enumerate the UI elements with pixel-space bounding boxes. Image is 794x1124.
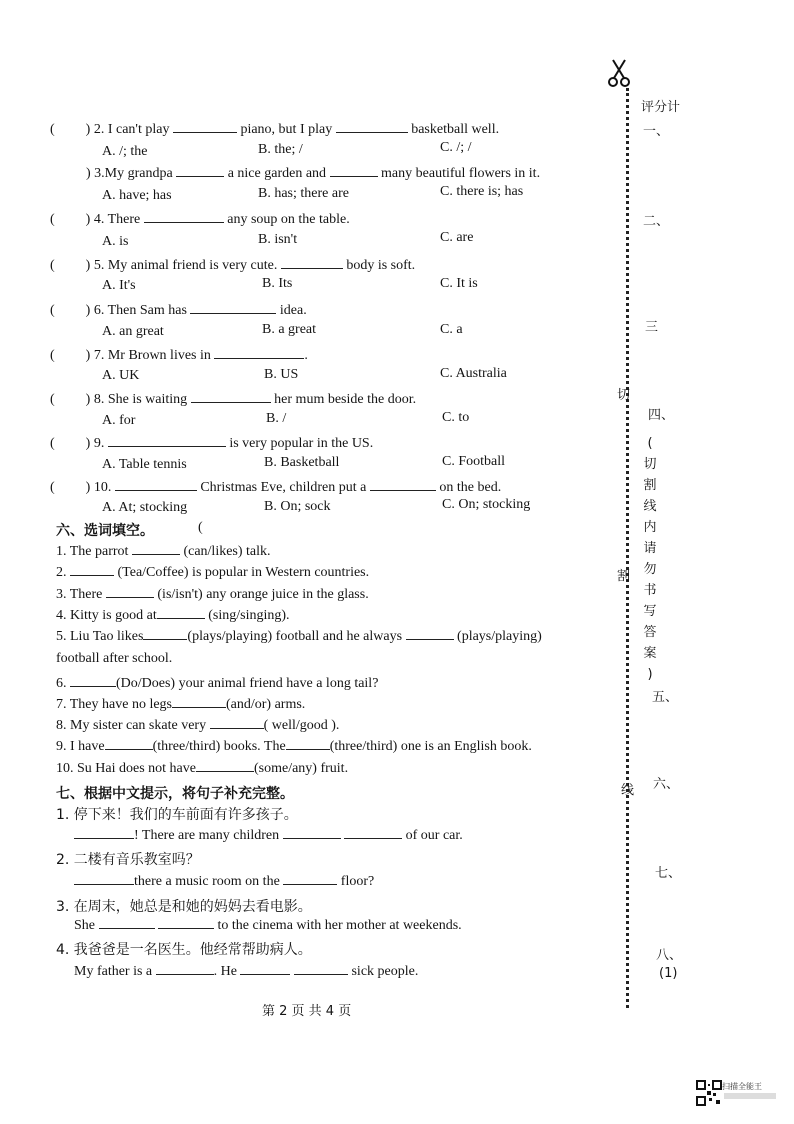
question-10: ( ) 10. Christmas Eve, children put a on the bed.: [50, 480, 502, 495]
cut-char-3: 线: [621, 783, 635, 798]
option-c: C. there is; has: [440, 184, 524, 199]
option-c: C. /; /: [440, 140, 472, 155]
fill-item-1: 1. The parrot (can/likes) talk.: [56, 544, 271, 559]
question-5: ( ) 5. My animal friend is very cute. body is soft.: [50, 258, 416, 273]
option-c: C. Australia: [440, 366, 507, 381]
cut-char-2: 割: [617, 569, 631, 584]
option-a: A. is: [102, 234, 129, 249]
qr-code-icon: [696, 1080, 722, 1106]
section-mark-2: 二、: [643, 214, 670, 229]
option-a: A. At; stocking: [102, 500, 188, 515]
section-7-title: 七、根据中文提示，将句子补充完整。: [56, 786, 294, 802]
option-a: A. It's: [102, 278, 136, 293]
translate-item-3-en: She to the cinema with her mother at weekends.: [74, 918, 462, 933]
option-a: A. have; has: [102, 188, 172, 203]
question-3: ) 3.My grandpa a nice garden and many beautiful flowers in it.: [86, 166, 541, 181]
option-a: A. an great: [102, 324, 164, 339]
section-mark-4: 四、: [648, 408, 675, 423]
scanner-badge-subtext: [724, 1093, 776, 1099]
translate-item-2-cn: 2. 二楼有音乐教室吗？: [56, 852, 200, 868]
scanner-badge: 扫描全能王: [722, 1082, 762, 1091]
section-mark-6: 六、: [653, 777, 680, 792]
option-c: C. On; stocking: [442, 497, 531, 512]
option-c: C. to: [442, 410, 470, 425]
fill-item-3: 3. There (is/isn't) any orange juice in the glass.: [56, 587, 369, 602]
page-number: 第 2 页 共 4 页: [262, 1004, 352, 1019]
option-c: C. It is: [440, 276, 478, 291]
section-mark-7: 七、: [655, 866, 682, 881]
fill-item-10: 10. Su Hai does not have (some/any) fruit.: [56, 761, 349, 776]
translate-item-2-en: there a music room on the floor?: [74, 872, 374, 890]
option-a: A. for: [102, 413, 136, 428]
section-mark-3: 三: [645, 320, 659, 335]
fill-item-8: 8. My sister can skate very ( well/good ).: [56, 718, 340, 733]
translate-item-4-cn: 4. 我爸爸是一名医生。他经常帮助病人。: [56, 942, 312, 958]
question-8: ( ) 8. She is waiting her mum beside the door.: [50, 392, 417, 407]
option-c: C. a: [440, 322, 463, 337]
option-a: A. /; the: [102, 144, 148, 159]
fill-item-7: 7. They have no legs (and/or) arms.: [56, 697, 306, 712]
section-mark-1: 一、: [643, 124, 670, 139]
translate-item-3-cn: 3. 在周末，她总是和她的妈妈去看电影。: [56, 899, 312, 915]
vertical-note: ( 切 割 线 内 请 勿 书 写 答 案 ): [643, 436, 657, 682]
option-b: B. the; /: [258, 142, 303, 157]
fill-item-6: 6. (Do/Does) your animal friend have a long tail?: [56, 676, 379, 691]
option-b: B. Its: [262, 276, 293, 291]
stray-paren: (: [198, 520, 203, 535]
question-9: ( ) 9. is very popular in the US.: [50, 436, 374, 451]
fill-item-5: 5. Liu Tao likes (plays/playing) football and he always (plays/playing): [56, 629, 542, 644]
option-b: B. a great: [262, 322, 317, 337]
fill-item-5-cont: football after school.: [56, 651, 173, 666]
section-mark-8: 八、: [656, 948, 683, 963]
cut-char-1: 切: [617, 388, 631, 403]
option-b: B. /: [266, 411, 287, 426]
translate-item-4-en: My father is a . He sick people.: [74, 964, 419, 979]
option-b: B. has; there are: [258, 186, 349, 201]
option-a: A. Table tennis: [102, 457, 187, 472]
question-2: ( ) 2. I can't play piano, but I play basketball well.: [50, 122, 500, 137]
option-b: B. isn't: [258, 232, 298, 247]
section-mark-8-sub: (1): [659, 966, 678, 981]
section-mark-5: 五、: [652, 690, 679, 705]
question-7: ( ) 7. Mr Brown lives in .: [50, 348, 308, 363]
option-b: B. US: [264, 367, 299, 382]
fill-item-9: 9. I have (three/third) books. The (three/third) one is an English book.: [56, 739, 532, 754]
option-b: B. Basketball: [264, 455, 340, 470]
cut-line: [626, 88, 629, 1008]
translate-item-1-en: ! There are many children of our car.: [74, 826, 463, 844]
option-a: A. UK: [102, 368, 140, 383]
score-label: 评分计: [641, 100, 681, 115]
fill-item-2: 2. (Tea/Coffee) is popular in Western countries.: [56, 565, 370, 580]
section-6-title: 六、选词填空。: [56, 523, 154, 539]
fill-item-4: 4. Kitty is good at (sing/singing).: [56, 608, 290, 623]
question-4: ( ) 4. There any soup on the table.: [50, 212, 350, 227]
option-c: C. Football: [442, 454, 506, 469]
option-b: B. On; sock: [264, 499, 331, 514]
translate-item-1-cn: 1. 停下来！我们的车前面有许多孩子。: [56, 807, 298, 823]
question-6: ( ) 6. Then Sam has idea.: [50, 303, 307, 318]
option-c: C. are: [440, 230, 474, 245]
scissors-icon: [607, 58, 631, 88]
